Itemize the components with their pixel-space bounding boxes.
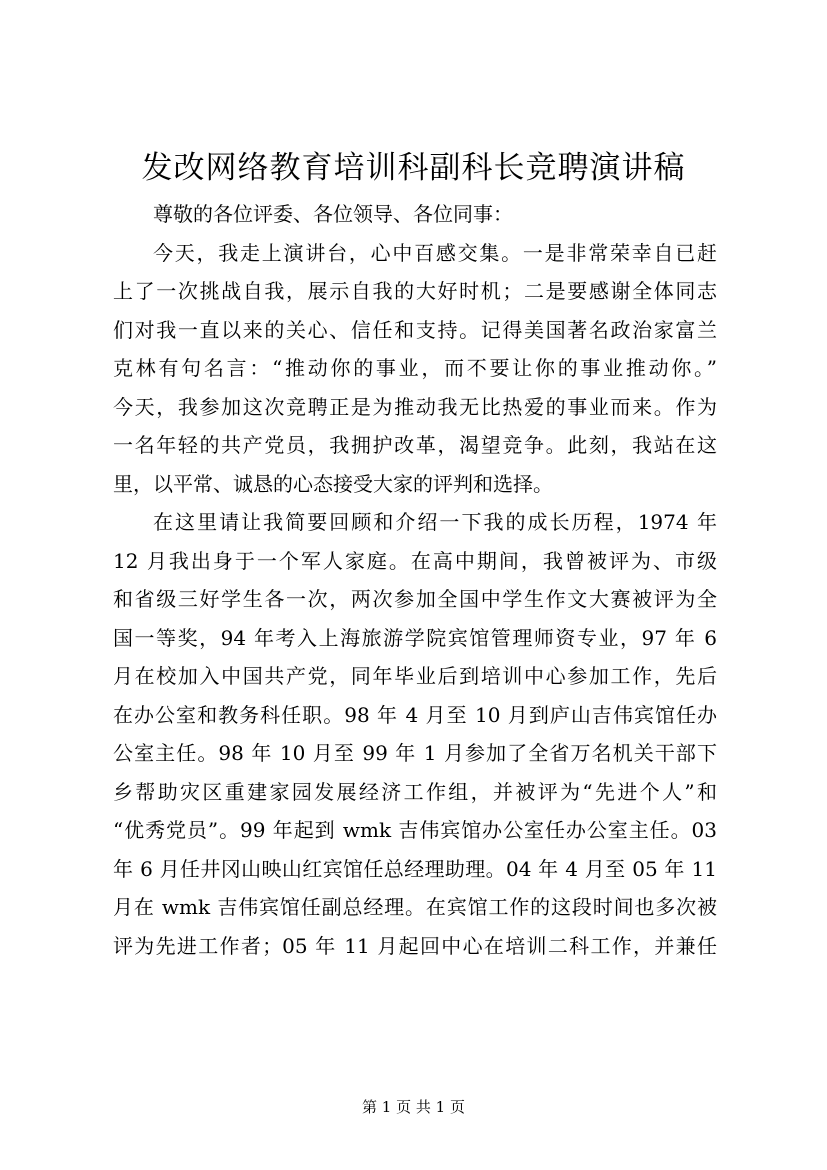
paragraph-line: “优秀党员”。99 年起到 wmk 吉伟宾馆办公室任办公室主任。03 — [113, 818, 717, 842]
paragraph-line: 里，以平常、诚恳的心态接受大家的评判和选择。 — [113, 471, 553, 496]
paragraph-line: 国一等奖，94 年考入上海旅游学院宾馆管理师资专业，97 年 6 — [113, 625, 717, 650]
page-number-footer: 第 1 页 共 1 页 — [362, 1098, 465, 1116]
paragraph-1 — [113, 234, 717, 504]
paragraph-line: 一名年轻的共产党员，我拥护改革，渴望竞争。此刻，我站在这 — [113, 433, 717, 457]
paragraph-line: 克林有句名言：“推动你的事业，而不要让你的事业推动你。” — [113, 356, 717, 380]
salutation: 尊敬的各位评委、各位领导、各位同事： — [153, 202, 513, 226]
paragraph-line: 年 6 月任井冈山映山红宾馆任总经理助理。04 年 4 月至 05 年 11 — [113, 856, 717, 881]
paragraph-2 — [113, 503, 717, 965]
paragraph-line: 月在校加入中国共产党，同年毕业后到培训中心参加工作，先后 — [113, 664, 717, 688]
paragraph-line: 们对我一直以来的关心、信任和支持。记得美国著名政治家富兰 — [113, 317, 717, 342]
paragraph-line: 和省级三好学生各一次，两次参加全国中学生作文大赛被评为全 — [113, 587, 717, 611]
paragraph-line: 上了一次挑战自我，展示自我的大好时机；二是要感谢全体同志 — [113, 279, 717, 303]
paragraph-line: 评为先进工作者；05 年 11 月起回中心在培训二科工作，并兼任 — [113, 933, 717, 958]
document-body — [113, 195, 717, 965]
paragraph-line: 公室主任。98 年 10 月至 99 年 1 月参加了全省万名机关干部下 — [113, 741, 717, 765]
paragraph-line: 在办公室和教务科任职。98 年 4 月至 10 月到庐山吉伟宾馆任办 — [113, 702, 717, 727]
document-title: 发改网络教育培训科副科长竞聘演讲稿 — [141, 150, 686, 186]
paragraph-line: 今天，我走上演讲台，心中百感交集。一是非常荣幸自已赶 — [153, 240, 717, 265]
paragraph-line: 在这里请让我简要回顾和介绍一下我的成长历程，1974 年 — [153, 510, 717, 534]
paragraph-line: 乡帮助灾区重建家园发展经济工作组，并被评为“先进个人”和 — [113, 779, 717, 804]
paragraph-line: 月在 wmk 吉伟宾馆任副总经理。在宾馆工作的这段时间也多次被 — [113, 895, 717, 919]
paragraph-line: 今天，我参加这次竞聘正是为推动我无比热爱的事业而来。作为 — [113, 394, 717, 419]
paragraph-line: 12 月我出身于一个军人家庭。在高中期间，我曾被评为、市级 — [113, 548, 717, 573]
